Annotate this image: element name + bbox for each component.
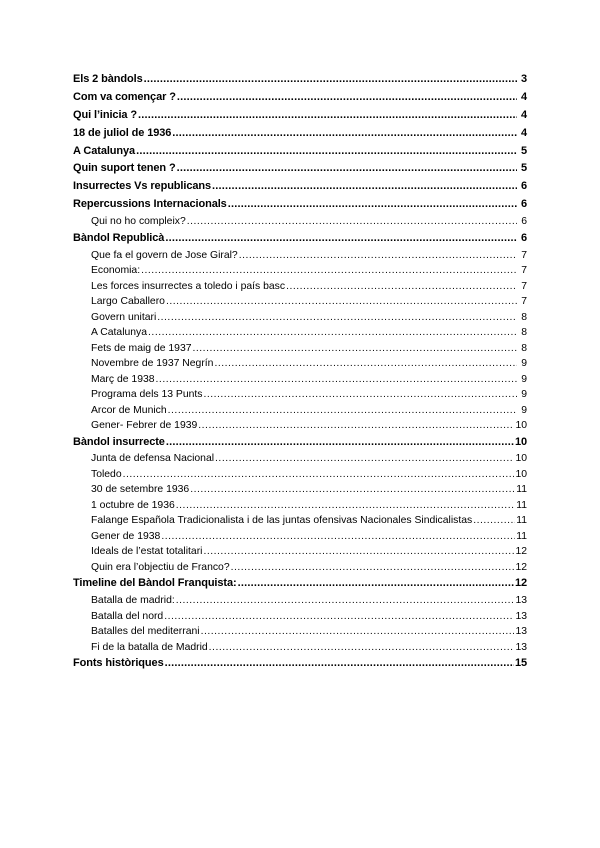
toc-dot-leader <box>165 655 514 673</box>
toc-dot-leader <box>176 498 515 514</box>
toc-dot-leader <box>203 387 517 403</box>
toc-subentry[interactable] <box>73 387 527 403</box>
toc-entry-title: A Catalunya <box>91 327 148 339</box>
toc-dot-leader <box>212 178 517 196</box>
toc-page-number: 6 <box>521 216 527 228</box>
toc-page-number: 12 <box>515 561 527 573</box>
toc-subentry[interactable] <box>73 310 527 326</box>
toc-entry-title: Falange Española Tradicionalista i de las juntas ofensivas Nacionales Sindicalistas <box>91 515 473 527</box>
toc-dot-leader <box>215 451 514 467</box>
toc-dot-leader <box>168 403 517 419</box>
toc-entry-title: Ideals de l’estat totalitari <box>91 546 203 558</box>
toc-entry-title: Arcor de Munich <box>91 404 167 416</box>
toc-entry-title: Repercussions Internacionals <box>73 198 227 211</box>
toc-page-number: 9 <box>521 373 527 385</box>
toc-dot-leader <box>190 482 515 498</box>
toc-dot-leader <box>286 279 517 295</box>
toc-dot-leader <box>238 575 514 593</box>
toc-page-number: 10 <box>515 420 527 432</box>
toc-entry-title: A Catalunya <box>73 144 136 157</box>
toc-entry-title: Quin suport tenen ? <box>73 162 176 175</box>
toc-dot-leader <box>164 609 514 625</box>
toc-entry-title: Qui no ho compleix? <box>91 216 186 228</box>
toc-page-number: 9 <box>521 358 527 370</box>
toc-subentry[interactable] <box>73 624 527 640</box>
toc-page-number: 15 <box>514 657 527 670</box>
toc-subentry[interactable] <box>73 248 527 264</box>
toc-subentry[interactable] <box>73 451 527 467</box>
toc-entry-title: Els 2 bàndols <box>73 73 143 85</box>
toc-page-number: 10 <box>515 453 527 465</box>
toc-entry-title: Economia: <box>91 265 141 277</box>
toc-subentry[interactable] <box>73 544 527 560</box>
toc-dot-leader <box>141 263 517 279</box>
toc-page-number: 4 <box>520 126 527 139</box>
toc-dot-leader <box>136 143 517 161</box>
toc-entry[interactable] <box>73 178 527 196</box>
toc-entry-title: Largo Caballero <box>91 296 165 308</box>
toc-entry-title: 1 octubre de 1936 <box>91 499 175 511</box>
toc-subentry[interactable] <box>73 279 527 295</box>
toc-page-number: 9 <box>521 389 527 401</box>
toc-entry-title: Batalla del nord <box>91 610 164 622</box>
toc-dot-leader <box>193 341 517 357</box>
toc-page-number: 6 <box>520 198 527 211</box>
toc-entry-title: Gener- Febrer de 1939 <box>91 420 198 432</box>
toc-dot-leader <box>209 640 515 656</box>
toc-dot-leader <box>148 325 517 341</box>
toc-page-number: 7 <box>521 280 527 292</box>
toc-page-number: 13 <box>515 595 527 607</box>
toc-subentry[interactable] <box>73 341 527 357</box>
toc-page-number: 6 <box>520 180 527 193</box>
toc-subentry[interactable] <box>73 560 527 576</box>
toc-dot-leader <box>166 294 517 310</box>
toc-dot-leader <box>203 544 514 560</box>
toc-entry[interactable] <box>73 143 527 161</box>
toc-page-number: 11 <box>516 499 527 511</box>
toc-page-number: 11 <box>516 530 527 542</box>
toc-page-number: 7 <box>521 265 527 277</box>
toc-dot-leader <box>231 560 515 576</box>
toc-subentry[interactable] <box>73 418 527 434</box>
toc-page-number: 12 <box>514 577 527 590</box>
toc-entry-title: Març de 1938 <box>91 373 155 385</box>
toc-entry-title: Junta de defensa Nacional <box>91 453 215 465</box>
toc-entry[interactable] <box>73 434 527 452</box>
toc-page-number: 8 <box>521 327 527 339</box>
toc-dot-leader <box>214 356 517 372</box>
toc-entry-title: Bàndol insurrecte <box>73 435 165 448</box>
toc-dot-leader <box>165 230 517 248</box>
toc-page-number: 13 <box>515 626 527 638</box>
toc-page-number: 13 <box>515 641 527 653</box>
toc-page-number: 4 <box>520 108 527 121</box>
toc-page-number: 8 <box>521 342 527 354</box>
toc-dot-leader <box>157 310 517 326</box>
toc-entry-title: Batalla de madrid: <box>91 595 175 607</box>
toc-subentry[interactable] <box>73 593 527 609</box>
toc-page-number: 11 <box>516 515 527 527</box>
toc-entry-title: Insurrectes Vs republicans <box>73 180 212 193</box>
toc-dot-leader <box>166 434 514 452</box>
toc-entry-title: Quin era l’objectiu de Franco? <box>91 561 230 573</box>
toc-subentry[interactable] <box>73 263 527 279</box>
toc-entry-title: Fets de maig de 1937 <box>91 342 192 354</box>
toc-page-number: 10 <box>515 468 527 480</box>
toc-entry[interactable] <box>73 125 527 143</box>
toc-page-number: 12 <box>515 546 527 558</box>
toc-dot-leader <box>239 248 517 264</box>
toc-subentry[interactable] <box>73 498 527 514</box>
toc-entry-title: Gener de 1938 <box>91 530 161 542</box>
toc-dot-leader <box>228 196 517 214</box>
toc-entry-title: Programa dels 13 Punts <box>91 389 203 401</box>
toc-entry[interactable] <box>73 196 527 214</box>
toc-page-number: 11 <box>516 484 527 496</box>
toc-page-number: 10 <box>514 435 527 448</box>
toc-page-number: 7 <box>521 249 527 261</box>
toc-subentry[interactable] <box>73 513 527 529</box>
toc-dot-leader <box>473 513 515 529</box>
toc-dot-leader <box>177 160 517 178</box>
toc-entry-title: 30 de setembre 1936 <box>91 484 190 496</box>
toc-subentry[interactable] <box>73 325 527 341</box>
toc-dot-leader <box>172 125 517 143</box>
toc-entry[interactable] <box>73 160 527 178</box>
toc-page-number: 8 <box>521 311 527 323</box>
toc-page-number: 5 <box>520 144 527 157</box>
toc-page-number: 7 <box>521 296 527 308</box>
toc-dot-leader <box>144 71 517 89</box>
toc-entry[interactable] <box>73 575 527 593</box>
toc-entry-title: Timeline del Bàndol Franquista: <box>73 577 237 590</box>
toc-subentry[interactable] <box>73 467 527 483</box>
toc-dot-leader <box>156 372 517 388</box>
toc-subentry[interactable] <box>73 529 527 545</box>
toc-entry[interactable] <box>73 107 527 125</box>
toc-subentry[interactable] <box>73 640 527 656</box>
toc-entry-title: Fonts històriques <box>73 657 164 670</box>
toc-entry-title: Com va començar ? <box>73 90 176 103</box>
toc-dot-leader <box>187 214 517 230</box>
toc-dot-leader <box>177 89 517 107</box>
table-of-contents <box>73 71 527 673</box>
toc-dot-leader <box>201 624 515 640</box>
toc-page-number: 13 <box>515 610 527 622</box>
toc-entry-title: Toledo <box>91 468 122 480</box>
toc-page-number: 3 <box>520 73 527 85</box>
toc-entry[interactable] <box>73 89 527 107</box>
toc-entry[interactable] <box>73 230 527 248</box>
toc-entry-title: Qui l’inicia ? <box>73 108 137 121</box>
toc-entry[interactable] <box>73 655 527 673</box>
toc-dot-leader <box>138 107 517 125</box>
toc-entry-title: Fi de la batalla de Madrid <box>91 641 208 653</box>
toc-entry-title: Les forces insurrectes a toledo i país basc <box>91 280 286 292</box>
toc-page-number: 5 <box>520 162 527 175</box>
toc-dot-leader <box>176 593 515 609</box>
toc-entry-title: Govern unitari <box>91 311 157 323</box>
toc-subentry[interactable] <box>73 294 527 310</box>
toc-subentry[interactable] <box>73 609 527 625</box>
toc-entry-title: Batalles del mediterrani <box>91 626 200 638</box>
toc-entry[interactable] <box>73 71 527 89</box>
toc-entry-title: Novembre de 1937 Negrín <box>91 358 214 370</box>
toc-entry-title: Que fa el govern de Jose Giral? <box>91 249 238 261</box>
toc-entry-title: 18 de juliol de 1936 <box>73 126 172 139</box>
toc-dot-leader <box>198 418 514 434</box>
toc-subentry[interactable] <box>73 356 527 372</box>
toc-page-number: 6 <box>520 231 527 244</box>
toc-entry-title: Bàndol Republicà <box>73 231 165 244</box>
toc-subentry[interactable] <box>73 214 527 230</box>
toc-page-number: 9 <box>521 404 527 416</box>
toc-subentry[interactable] <box>73 403 527 419</box>
toc-dot-leader <box>161 529 515 545</box>
toc-subentry[interactable] <box>73 482 527 498</box>
toc-page-number: 4 <box>520 90 527 103</box>
toc-subentry[interactable] <box>73 372 527 388</box>
toc-dot-leader <box>123 467 515 483</box>
